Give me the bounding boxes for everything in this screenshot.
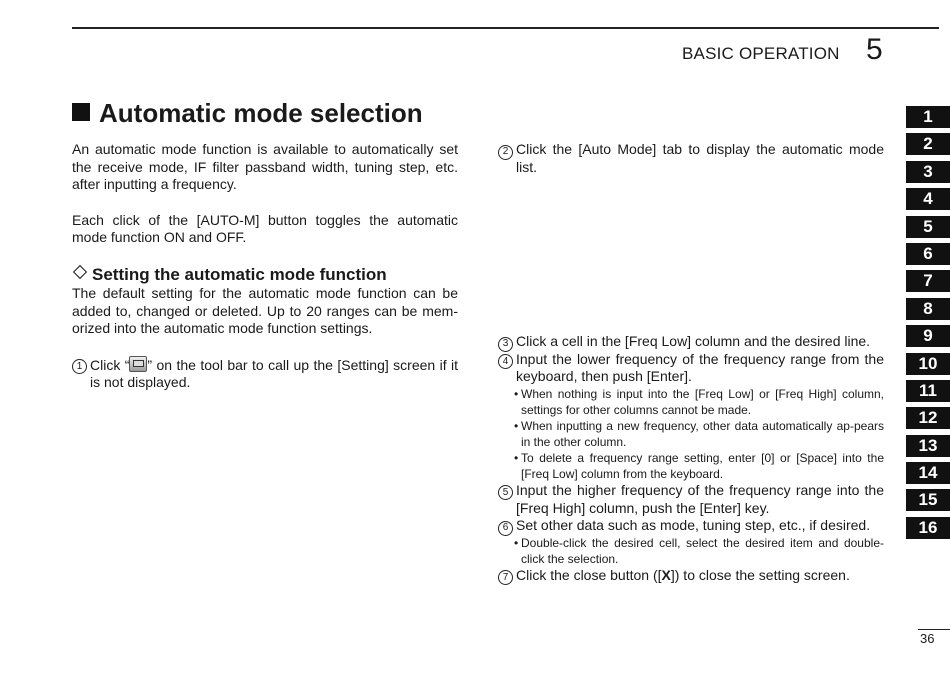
section-title-text: Automatic mode selection bbox=[99, 98, 423, 128]
intro-paragraph-2: Each click of the [AUTO-M] button toggles the automatic mode function ON and OFF. bbox=[72, 211, 458, 246]
chapter-tab-5[interactable]: 5 bbox=[906, 216, 950, 238]
chapter-tab-3[interactable]: 3 bbox=[906, 161, 950, 183]
step-4: 4 Input the lower frequency of the frequency range from the keyboard, then push [Enter]. bbox=[498, 351, 884, 386]
section-title bbox=[72, 98, 423, 129]
right-column bbox=[498, 141, 884, 584]
chapter-tab-2[interactable]: 2 bbox=[906, 133, 950, 155]
chapter-tab-16[interactable]: 16 bbox=[906, 517, 950, 539]
square-bullet-icon bbox=[72, 103, 90, 121]
step-4-note: • To delete a frequency range setting, enter [0] or [Space] into the [Freq Low] column from the keyboard. bbox=[514, 450, 884, 481]
chapter-tab-13[interactable]: 13 bbox=[906, 435, 950, 457]
page-number: 36 bbox=[920, 631, 935, 646]
footer-rule bbox=[918, 629, 950, 630]
step-number: 4 bbox=[498, 354, 513, 369]
setting-tool-icon bbox=[129, 356, 147, 372]
step-6-note: • Double-click the desired cell, select the desired item and double-click the selection. bbox=[514, 535, 884, 566]
figure-space bbox=[498, 176, 884, 333]
subsection-body: The default setting for the automatic mode function can be added to, changed or deleted. Up to 20 ranges can be mem-orized into the automatic mode function settings. bbox=[72, 284, 458, 337]
step-7: 7 Click the close button ([X]) to close the setting screen. bbox=[498, 567, 884, 585]
step-number: 1 bbox=[72, 359, 87, 374]
chapter-tab-11[interactable]: 11 bbox=[906, 380, 950, 402]
subheading-text: Setting the automatic mode function bbox=[92, 264, 387, 284]
intro-paragraph-1: An automatic mode function is available to automatically set the receive mode, IF filter passband width, tuning step, etc. after inputting a frequency. bbox=[72, 141, 458, 193]
step-number: 2 bbox=[498, 145, 513, 160]
step-5: 5 Input the higher frequency of the frequency range into the [Freq High] column, push the [Enter] key. bbox=[498, 482, 884, 517]
diamond-icon bbox=[73, 265, 87, 279]
chapter-tab-7[interactable]: 7 bbox=[906, 270, 950, 292]
step-1: 1 Click “ ” on the tool bar to call up the [Setting] screen if it is not displayed. bbox=[72, 356, 458, 392]
step-number: 3 bbox=[498, 337, 513, 352]
step-number: 7 bbox=[498, 570, 513, 585]
chapter-tab-8[interactable]: 8 bbox=[906, 298, 950, 320]
chapter-title: BASIC OPERATION bbox=[682, 44, 840, 63]
left-column bbox=[72, 141, 458, 392]
subheading bbox=[72, 265, 458, 285]
chapter-tab-15[interactable]: 15 bbox=[906, 489, 950, 511]
chapter-number: 5 bbox=[866, 33, 883, 66]
step-6: 6 Set other data such as mode, tuning step, etc., if desired. bbox=[498, 517, 884, 535]
chapter-tab-12[interactable]: 12 bbox=[906, 407, 950, 429]
chapter-tab-9[interactable]: 9 bbox=[906, 325, 950, 347]
chapter-tab-1[interactable]: 1 bbox=[906, 106, 950, 128]
chapter-tab-6[interactable]: 6 bbox=[906, 243, 950, 265]
step-number: 6 bbox=[498, 521, 513, 536]
step-2: 2 Click the [Auto Mode] tab to display the automatic mode list. bbox=[498, 141, 884, 176]
step-3: 3 Click a cell in the [Freq Low] column and the desired line. bbox=[498, 333, 884, 351]
chapter-tab-14[interactable]: 14 bbox=[906, 462, 950, 484]
step-4-note: • When inputting a new frequency, other data automatically ap-pears in the other column. bbox=[514, 418, 884, 449]
chapter-tab-10[interactable]: 10 bbox=[906, 353, 950, 375]
step-number: 5 bbox=[498, 485, 513, 500]
chapter-tab-4[interactable]: 4 bbox=[906, 188, 950, 210]
chapter-tabs bbox=[906, 106, 950, 544]
header-rule bbox=[72, 27, 939, 29]
close-key-label: X bbox=[661, 566, 671, 583]
step-4-note: • When nothing is input into the [Freq Low] or [Freq High] column, settings for other columns cannot be made. bbox=[514, 386, 884, 417]
